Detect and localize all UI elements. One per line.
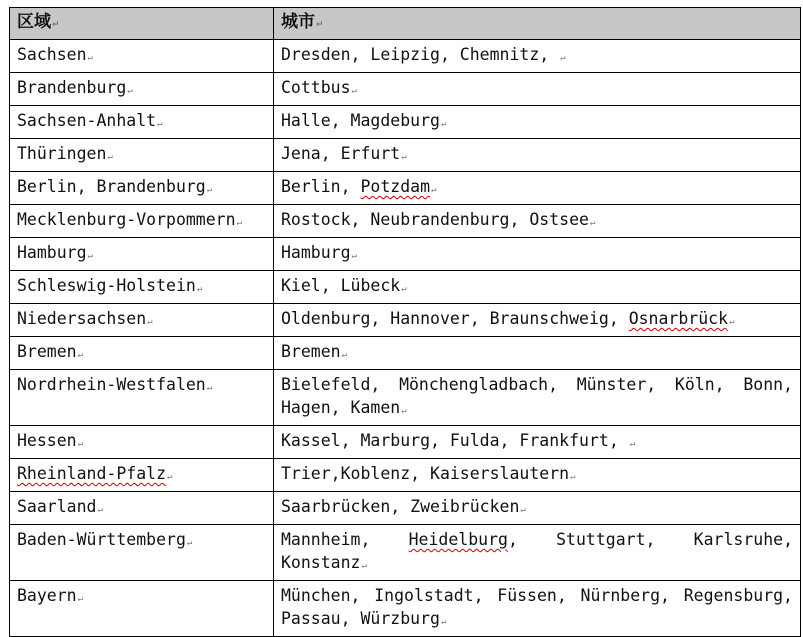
- cities-cell[interactable]: [274, 40, 801, 73]
- region-cell[interactable]: [10, 581, 274, 637]
- cities-cell[interactable]: [274, 106, 801, 139]
- region-cell[interactable]: [10, 271, 274, 304]
- cell-text: Baden-Württemberg: [17, 530, 186, 549]
- paragraph-mark-icon: ↵: [87, 251, 93, 261]
- cities-cell[interactable]: [274, 492, 801, 525]
- table-row: [10, 271, 801, 304]
- cell-text: Hamburg: [17, 243, 87, 262]
- table-row: [10, 581, 801, 637]
- paragraph-mark-icon: ↵: [629, 439, 636, 449]
- cities-cell[interactable]: [274, 172, 801, 205]
- cell-text: Niedersachsen: [17, 309, 147, 328]
- table-row: [10, 205, 801, 238]
- paragraph-mark-icon: ↵: [520, 505, 526, 515]
- table-row: [10, 304, 801, 337]
- paragraph-mark-icon: ↵: [560, 53, 566, 63]
- table-body: [10, 40, 801, 637]
- cell-text: Mannheim, Heidelburg, Stuttgart, Karlsruhe, Konstanz: [281, 530, 793, 572]
- cell-text: Kassel, Marburg, Fulda, Frankfurt,: [281, 431, 629, 450]
- table-row: [10, 40, 801, 73]
- cities-cell[interactable]: [274, 370, 801, 426]
- cell-text: Bielefeld, Mönchengladbach, Münster, Köln, Bonn, Hagen, Kamen: [281, 375, 793, 417]
- table-row: [10, 172, 801, 205]
- paragraph-mark-icon: ↵: [316, 20, 324, 30]
- table-row: [10, 73, 801, 106]
- paragraph-mark-icon: ↵: [206, 185, 213, 195]
- cities-cell[interactable]: [274, 238, 801, 271]
- cell-text: Berlin, Brandenburg: [17, 177, 206, 196]
- cell-text: Thüringen: [17, 144, 107, 163]
- table-row: [10, 370, 801, 426]
- region-cell[interactable]: [10, 106, 274, 139]
- region-cell[interactable]: [10, 73, 274, 106]
- paragraph-mark-icon: ↵: [361, 561, 367, 571]
- paragraph-mark-icon: ↵: [147, 317, 153, 327]
- region-cell[interactable]: [10, 205, 274, 238]
- region-cell[interactable]: [10, 492, 274, 525]
- paragraph-mark-icon: ↵: [206, 383, 213, 393]
- cities-cell[interactable]: [274, 459, 801, 492]
- region-cell[interactable]: [10, 139, 274, 172]
- header-region[interactable]: [10, 8, 274, 40]
- paragraph-mark-icon: ↵: [77, 350, 84, 360]
- cell-text: Rostock, Neubrandenburg, Ostsee: [281, 210, 589, 229]
- region-cell[interactable]: [10, 40, 274, 73]
- cell-text: Hessen: [17, 431, 77, 450]
- paragraph-mark-icon: ↵: [157, 119, 163, 129]
- spellcheck-flag: Osnarbrück: [628, 309, 729, 328]
- cell-text: Bremen: [281, 342, 341, 361]
- cell-text: Nordrhein-Westfalen: [17, 375, 206, 394]
- cities-cell[interactable]: [274, 581, 801, 637]
- header-cities-label: 城市: [281, 12, 315, 32]
- region-cell[interactable]: [10, 370, 274, 426]
- cell-text: Sachsen-Anhalt: [17, 111, 157, 130]
- cell-text: Oldenburg, Hannover, Braunschweig, Osnarbrück: [281, 309, 729, 328]
- region-cell[interactable]: [10, 459, 274, 492]
- cell-text: Bremen: [17, 342, 77, 361]
- paragraph-mark-icon: ↵: [401, 284, 407, 294]
- region-city-table: [9, 7, 801, 637]
- cities-cell[interactable]: [274, 337, 801, 370]
- paragraph-mark-icon: ↵: [196, 284, 203, 294]
- cities-cell[interactable]: [274, 426, 801, 459]
- region-cell[interactable]: [10, 337, 274, 370]
- cities-cell[interactable]: [274, 304, 801, 337]
- paragraph-mark-icon: ↵: [77, 439, 84, 449]
- table-row: [10, 426, 801, 459]
- paragraph-mark-icon: ↵: [127, 86, 133, 96]
- cell-text: Brandenburg: [17, 78, 127, 97]
- paragraph-mark-icon: ↵: [186, 538, 193, 548]
- region-cell[interactable]: [10, 304, 274, 337]
- cell-text: Kiel, Lübeck: [281, 276, 401, 295]
- cell-text: Halle, Magdeburg: [281, 111, 440, 130]
- paragraph-mark-icon: ↵: [351, 86, 357, 96]
- cell-text: Sachsen: [17, 45, 87, 64]
- region-cell[interactable]: [10, 525, 274, 581]
- paragraph-mark-icon: ↵: [589, 218, 596, 228]
- region-cell[interactable]: [10, 172, 274, 205]
- table-header-row: [10, 8, 801, 40]
- paragraph-mark-icon: ↵: [431, 185, 437, 195]
- header-region-label: 区域: [17, 12, 51, 32]
- cell-text: Dresden, Leipzig, Chemnitz,: [281, 45, 560, 64]
- paragraph-mark-icon: ↵: [52, 20, 60, 30]
- paragraph-mark-icon: ↵: [570, 472, 576, 482]
- paragraph-mark-icon: ↵: [351, 251, 357, 261]
- cities-cell[interactable]: [274, 271, 801, 304]
- spellcheck-flag: Potzdam: [360, 177, 431, 196]
- cell-text: [17, 464, 166, 483]
- paragraph-mark-icon: ↵: [107, 152, 113, 162]
- table-row: [10, 525, 801, 581]
- cell-text: Saarbrücken, Zweibrücken: [281, 497, 520, 516]
- table-row: [10, 238, 801, 271]
- cell-text: Trier,Koblenz, Kaiserslautern: [281, 464, 570, 483]
- table-row: [10, 492, 801, 525]
- table-row: [10, 106, 801, 139]
- paragraph-mark-icon: ↵: [440, 617, 447, 627]
- spellcheck-flag: Rheinland-Pfalz: [17, 464, 167, 483]
- paragraph-mark-icon: ↵: [87, 53, 93, 63]
- paragraph-mark-icon: ↵: [401, 406, 407, 416]
- paragraph-mark-icon: ↵: [401, 152, 407, 162]
- cities-cell[interactable]: [274, 205, 801, 238]
- cell-text: Schleswig-Holstein: [17, 276, 196, 295]
- cities-cell[interactable]: [274, 139, 801, 172]
- cities-cell[interactable]: [274, 525, 801, 581]
- table-row: [10, 139, 801, 172]
- cell-text: Jena, Erfurt: [281, 144, 401, 163]
- cell-text: Cottbus: [281, 78, 351, 97]
- paragraph-mark-icon: ↵: [729, 317, 735, 327]
- paragraph-mark-icon: ↵: [236, 218, 242, 228]
- spellcheck-flag: Heidelburg: [408, 530, 508, 549]
- cities-cell[interactable]: [274, 73, 801, 106]
- table-row: [10, 459, 801, 492]
- header-cities[interactable]: [274, 8, 801, 40]
- cell-text: München, Ingolstadt, Füssen, Nürnberg, Regensburg, Passau, Würzburg: [281, 586, 793, 628]
- region-cell[interactable]: [10, 238, 274, 271]
- paragraph-mark-icon: ↵: [97, 505, 103, 515]
- paragraph-mark-icon: ↵: [440, 119, 447, 129]
- cell-text: Bayern: [17, 586, 77, 605]
- table-row: [10, 337, 801, 370]
- cell-text: Saarland: [17, 497, 97, 516]
- paragraph-mark-icon: ↵: [167, 472, 173, 482]
- paragraph-mark-icon: ↵: [341, 350, 348, 360]
- cell-text: Berlin, Potzdam: [281, 177, 431, 196]
- cell-text: Mecklenburg-Vorpommern: [17, 210, 236, 229]
- cell-text: Hamburg: [281, 243, 351, 262]
- paragraph-mark-icon: ↵: [77, 594, 84, 604]
- region-cell[interactable]: [10, 426, 274, 459]
